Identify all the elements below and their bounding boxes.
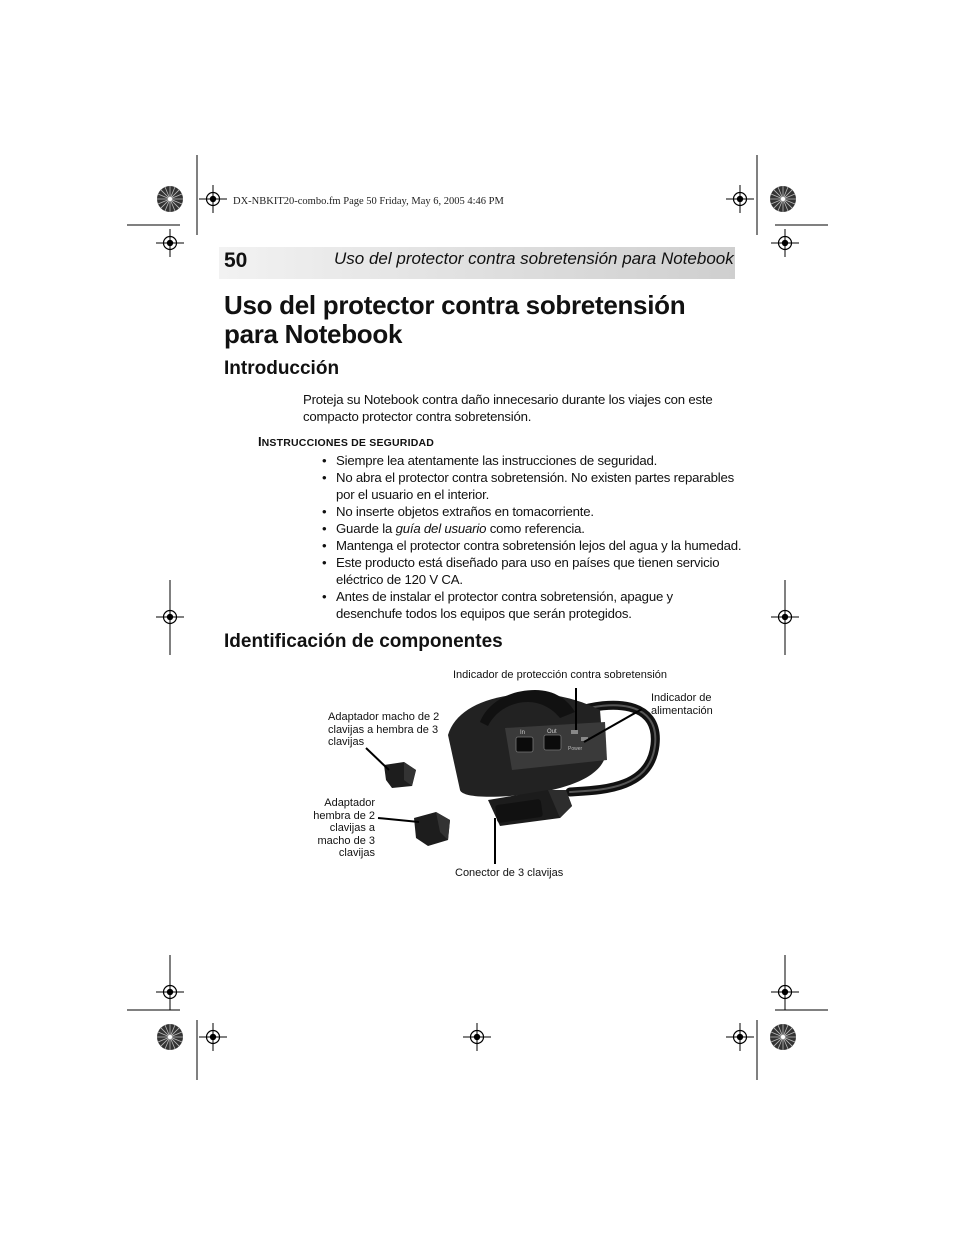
user-guide-emphasis: guía del usuario [395, 521, 487, 536]
list-item-text: No inserte objetos extraños en tomacorriente. [336, 504, 594, 519]
page-title-line-1: Uso del protector contra sobretensión [224, 290, 686, 320]
list-item-text: No abra el protector contra sobretensión. No existen partes reparables por el usuario en el interior. [336, 470, 734, 502]
port-out-label: Out [547, 729, 557, 735]
port-in-label: In [520, 730, 526, 736]
label-surge-indicator: Indicador de protección contra sobretensión [453, 669, 668, 681]
label-line: clavijas a hembra de 3 [328, 723, 439, 736]
bullet: • [322, 470, 327, 485]
label-connector: Conector de 3 clavijas [455, 867, 564, 879]
bullet: • [322, 555, 327, 570]
list-item-text: Mantenga el protector contra sobretensión lejos del agua y la humedad. [336, 538, 742, 553]
label-line: Adaptador [324, 797, 375, 809]
page-title-line-2: para Notebook [224, 319, 403, 349]
list-item-text: como referencia. [486, 521, 585, 536]
slug-line: DX-NBKIT20-combo.fm Page 50 Friday, May 6, 2005 4:46 PM [233, 196, 504, 207]
bullet: • [322, 521, 327, 536]
label-line: clavijas a [329, 822, 375, 834]
running-title: Uso del protector contra sobretensión para Notebook [334, 249, 734, 268]
power-text: Power [568, 746, 583, 752]
bullet: • [322, 589, 327, 604]
label-line: alimentación [651, 704, 713, 717]
intro-heading: Introducción [224, 358, 340, 379]
label-adapter-female [300, 797, 375, 860]
bullet: • [322, 504, 327, 519]
label-line: Indicador de [651, 692, 712, 704]
intro-text: Proteja su Notebook contra daño innecesario durante los viajes con este compacto protector contra sobretensión. [303, 392, 713, 424]
list-item-text: Siempre lea atentamente las instrucciones de seguridad. [336, 453, 658, 468]
safety-heading-initial: I [258, 434, 262, 449]
components-heading: Identificación de componentes [224, 631, 503, 652]
page-number: 50 [224, 249, 248, 272]
list-item-text: Guarde la [336, 521, 396, 536]
label-line: clavijas [338, 847, 375, 859]
label-line: macho de 3 [317, 834, 375, 847]
label-line: clavijas [328, 736, 365, 748]
list-item-text: Antes de instalar el protector contra sobretensión, apague y desenchufe todos los equipos que serán protegidos. [336, 589, 673, 621]
bullet: • [322, 538, 327, 553]
bullet: • [322, 453, 327, 468]
label-line: Adaptador macho de 2 [328, 711, 440, 723]
label-line: hembra de 2 [313, 809, 375, 822]
label-power-indicator [651, 692, 713, 717]
safety-heading-rest: NSTRUCCIONES DE SEGURIDAD [261, 437, 435, 449]
list-item-text: Este producto está diseñado para uso en países que tienen servicio eléctrico de 120 V CA. [336, 555, 720, 587]
label-adapter-male [328, 711, 439, 749]
